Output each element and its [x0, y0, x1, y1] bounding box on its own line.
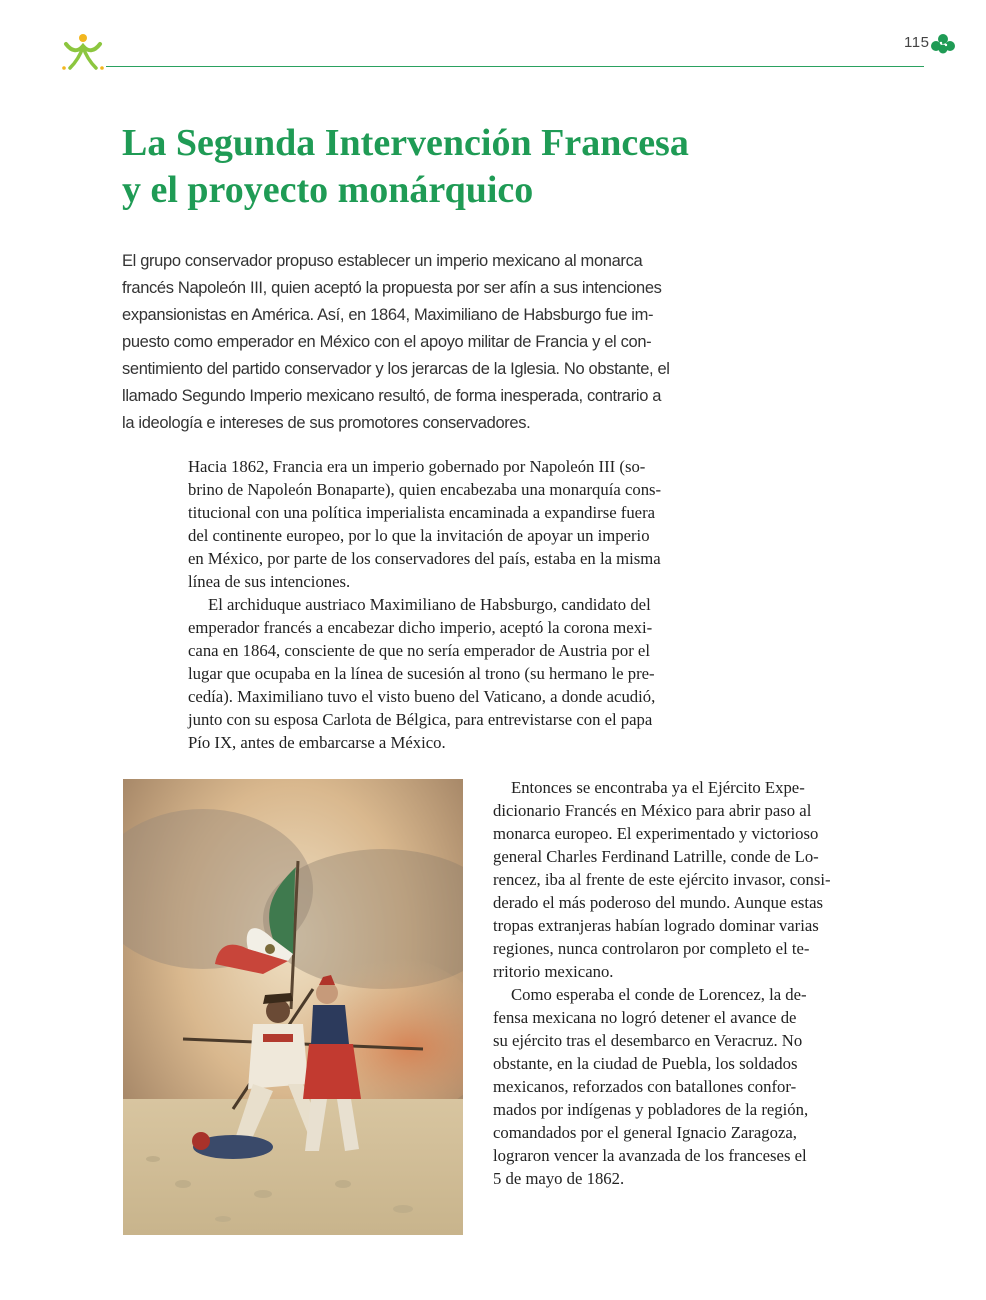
intro-paragraph — [122, 248, 742, 437]
green-clover-logo-icon — [929, 32, 957, 56]
column-line: rritorio mexicano. — [493, 962, 614, 981]
block-line: emperador francés a encabezar dicho imperio, aceptó la corona mexi- — [188, 618, 653, 637]
block-line: El archiduque austriaco Maximiliano de Habsburgo, candidato del — [208, 595, 651, 614]
block-line: Hacia 1862, Francia era un imperio gobernado por Napoleón III (so- — [188, 457, 646, 476]
intro-line: sentimiento del partido conservador y los jerarcas de la Iglesia. No obstante, el — [122, 360, 670, 378]
column-line: Como esperaba el conde de Lorencez, la de- — [511, 985, 807, 1004]
block-line: del continente europeo, por lo que la invitación de apoyar un imperio — [188, 526, 650, 545]
column-line: dicionario Francés en México para abrir paso al — [493, 801, 812, 820]
page-title — [122, 120, 802, 214]
intro-line: la ideología e intereses de sus promotores conservadores. — [122, 414, 531, 432]
column-line: 5 de mayo de 1862. — [493, 1169, 625, 1188]
column-line: mexicanos, reforzados con batallones confor- — [493, 1077, 797, 1096]
column-line: su ejército tras el desembarco en Veracruz. No — [493, 1031, 803, 1050]
intro-line: llamado Segundo Imperio mexicano resultó, de forma inesperada, contrario a — [122, 387, 662, 405]
block-line: en México, por parte de los conservadores del país, estaba en la misma — [188, 549, 661, 568]
puebla-column — [493, 776, 865, 1190]
column-line: monarca europeo. El experimentado y victorioso — [493, 824, 819, 843]
block-line: cana en 1864, consciente de que no sería emperador de Austria por el — [188, 641, 650, 660]
title-line-2: y el proyecto monárquico — [122, 169, 534, 211]
header-rule — [106, 66, 924, 67]
block-line: titucional con una política imperialista encaminada a expandirse fuera — [188, 503, 656, 522]
block-line: junto con su esposa Carlota de Bélgica, para entrevistarse con el papa — [188, 710, 653, 729]
column-line: general Charles Ferdinand Latrille, conde de Lo- — [493, 847, 819, 866]
history-block — [188, 455, 744, 754]
block-line: Pío IX, antes de embarcarse a México. — [188, 733, 446, 752]
column-line: derado el más poderoso del mundo. Aunque estas — [493, 893, 823, 912]
stylized-figure-logo-icon — [58, 30, 108, 72]
title-line-1: La Segunda Intervención Francesa — [122, 122, 689, 164]
block-line: lugar que ocupaba en la línea de sucesión al trono (su hermano le pre- — [188, 664, 655, 683]
column-line: regiones, nunca controlaron por completo el te- — [493, 939, 810, 958]
column-line: fensa mexicana no logró detener el avance de — [493, 1008, 797, 1027]
column-line: Entonces se encontraba ya el Ejército Expe- — [511, 778, 805, 797]
intro-line: puesto como emperador en México con el apoyo militar de Francia y el con- — [122, 333, 652, 351]
block-line: brino de Napoleón Bonaparte), quien encabezaba una monarquía cons- — [188, 480, 662, 499]
intro-line: El grupo conservador propuso establecer un imperio mexicano al monarca — [122, 252, 643, 270]
column-line: lograron vencer la avanzada de los franceses el — [493, 1146, 807, 1165]
column-line: obstante, en la ciudad de Puebla, los soldados — [493, 1054, 798, 1073]
column-line: mados por indígenas y pobladores de la región, — [493, 1100, 809, 1119]
column-line: tropas extranjeras habían logrado dominar varias — [493, 916, 819, 935]
column-line: rencez, iba al frente de este ejército invasor, consi- — [493, 870, 831, 889]
block-line: cedía). Maximiliano tuvo el visto bueno del Vaticano, a donde acudió, — [188, 687, 656, 706]
block-line: línea de sus intenciones. — [188, 572, 351, 591]
battle-painting-illustration — [123, 779, 463, 1235]
intro-line: expansionistas en América. Así, en 1864, Maximiliano de Habsburgo fue im- — [122, 306, 654, 324]
page-number: 115 — [904, 34, 930, 51]
intro-line: francés Napoleón III, quien aceptó la propuesta por ser afín a sus intenciones — [122, 279, 662, 297]
column-line: comandados por el general Ignacio Zaragoza, — [493, 1123, 797, 1142]
